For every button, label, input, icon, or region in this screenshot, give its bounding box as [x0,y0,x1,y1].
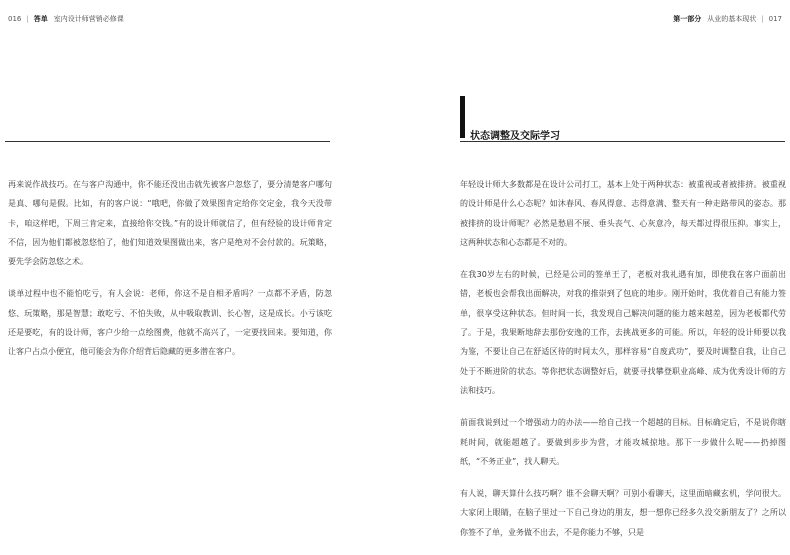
left-running-header [8,14,124,24]
paragraph: 年轻设计师大多数都是在设计公司打工，基本上处于两种状态：被重视或者被排挤。被重视的设计师是什么心态呢？如沐春风、春风得意、志得意满、整天有一种走路带风的姿态。那被排挤的设计师呢？必然是愁眉不展、垂头丧气、心灰意冷，每天都过得很压抑。事实上，这两种状态和心态都是不对的。 [460,180,786,247]
section-title-bar [460,96,465,138]
header-separator: | [761,15,764,23]
left-page [0,0,395,542]
paragraph: 再来说作战技巧。在与客户沟通中，你不能还没出击就先被客户忽悠了，要分清楚客户哪句是真、哪句是假。比如，有的客户说：“哦吧，你做了效果图肯定给你交定金，我今天没带卡，咱这样吧，下周三肯定来，直接给你交钱。”有的设计师就信了，但有经验的设计师肯定不信，因为他们都被忽悠怕了，他们知道效果图做出来，客户是绝对不会付款的。玩策略，要先学会防忽悠之术。 [8,180,332,267]
chapter-label: 答单 [33,15,48,23]
paragraph: 前面我说到过一个增强动力的办法——给自己找一个超越的目标。目标确定后，不是说你瞎耗时间，就能超越了。要做到步步为营，才能攻城掠地。那下一步做什么呢——扔掉图纸，“不务正业”，找人聊天。 [460,418,786,466]
paragraph: 在我30岁左右的时候，已经是公司的签单王了，老板对我礼遇有加，即使我在客户面前出错，老板也会帮我出面解决，对我的推崇到了包庇的地步。刚开始时，我优着自己有能力签单，很享受这种状态。但时间一长，我发现自己解决问题的能力越来越差，因为老板都代劳了。于是，我果断地辞去那份安逸的工作，去挑战更多的可能。所以，年轻的设计师要以我为鉴，不要让自己在舒适区待的时间太久，那样容易“自废武功”，要及时调整自我，让自己处于不断进阶的状态。等你把状态调整好后，就要寻找攀登职业高峰、成为优秀设计师的方法和技巧。 [460,270,786,395]
left-body-text [8,175,332,375]
part-title: 从业的基本现状 [707,15,757,23]
right-page [395,0,790,542]
right-divider-rule [460,141,785,142]
right-running-header [673,14,782,24]
section-title: 状态调整及交际学习 [470,131,560,142]
left-page-number: 016 [8,15,22,23]
paragraph: 谈单过程中也不能怕吃亏，有人会说：老师，你这不是自相矛盾吗？一点都不矛盾，防忽悠、玩策略，那是智慧；敢吃亏、不怕失败，从中吸取教训、长心智，这是成长。小亏该吃还是要吃，有的设计师，客户少给一点绘图费，他就不高兴了，一定要找回来。要知道，你让客户占点小便宜，他可能会为你介绍背后隐藏的更多潜在客户。 [8,289,332,357]
left-divider-rule [5,141,330,142]
paragraph: 有人说，聊天算什么技巧啊？谁不会聊天啊？可别小看聊天，这里面暗藏玄机，学问很大。大家闭上眼睛，在脑子里过一下自己身边的朋友，想一想你已经多久没交新朋友了？之所以你签不了单，业务做不出去，不是你能力不够，只是 [460,489,786,537]
right-body-text [460,175,786,555]
right-page-number: 017 [768,15,782,23]
book-title: 室内设计师营销必修课 [53,15,124,23]
part-label: 第一部分 [673,15,702,23]
header-separator: | [26,15,29,23]
